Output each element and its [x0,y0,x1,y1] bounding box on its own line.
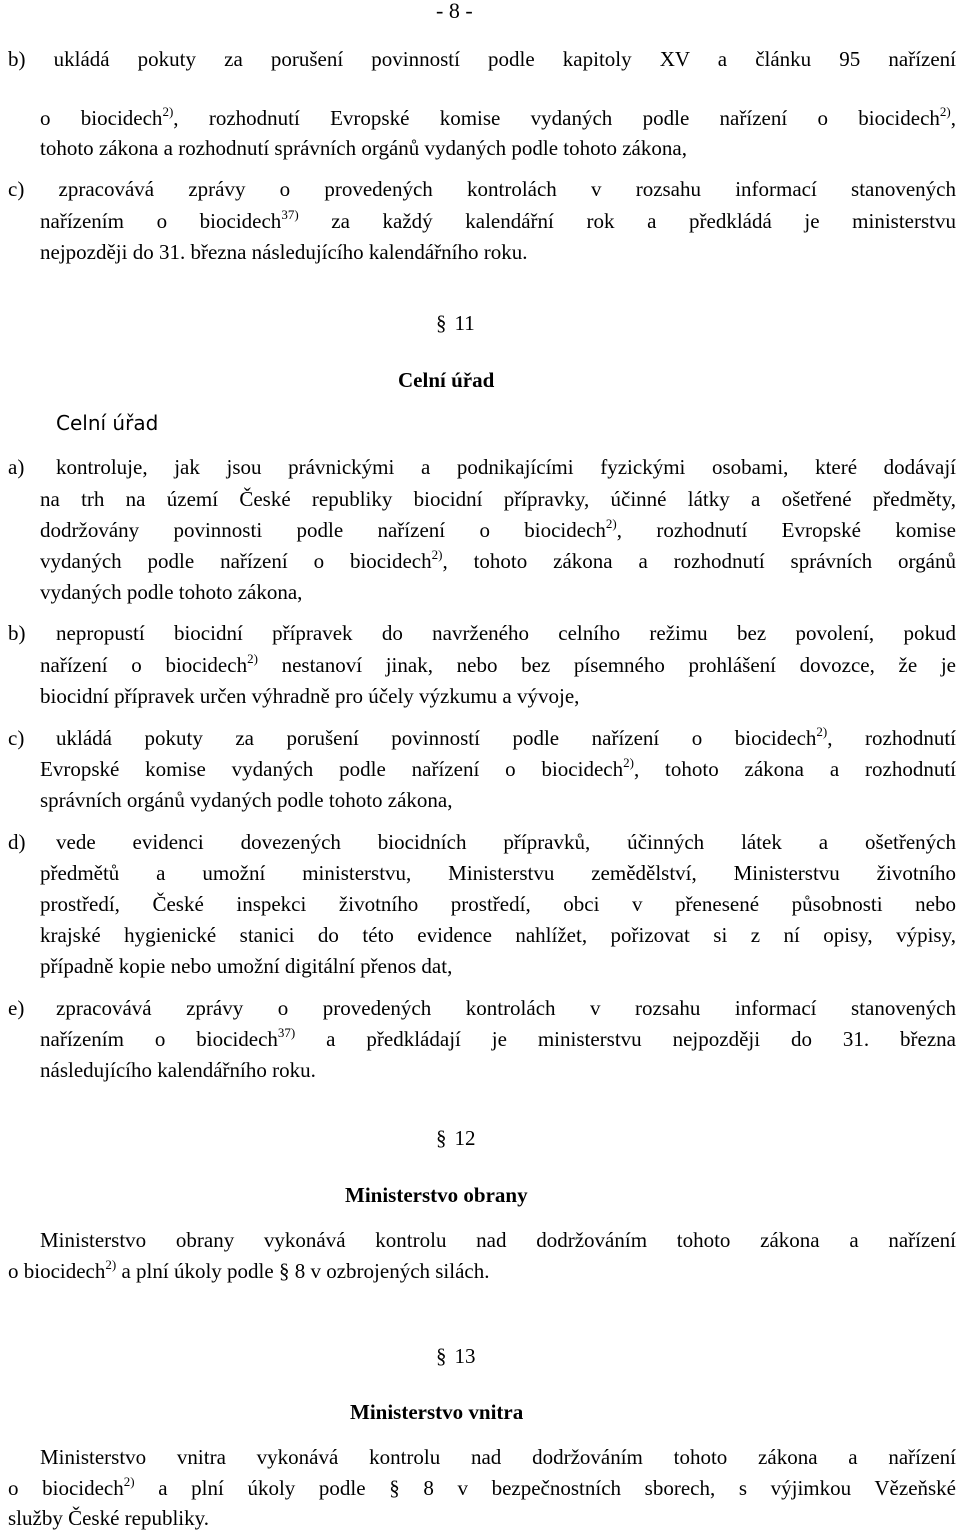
text: , [950,106,956,130]
s11-a-line5: vydaných podle tohoto zákona, [40,580,303,604]
text: vede evidenci dovezených biocidních přípravků, účinných látek a ošetřených [56,830,956,854]
s11-a-line2: na trh na území České republiky biocidní přípravky, účinné látky a ošetřené předměty, [40,487,956,511]
item-label: b) [8,47,26,71]
s11-e-line1 [8,993,956,1024]
footnote-ref: 2) [162,104,174,119]
item-label: c) [8,726,25,750]
footnote-ref: 2) [247,651,258,666]
item-b-line2 [40,103,956,134]
item-label: e) [8,996,25,1020]
text: dodržovány povinnosti podle nařízení o biocidech [40,518,606,542]
text: a plní úkoly podle [134,1476,390,1500]
s11-c-line2 [40,754,956,785]
text: ukládá pokuty za porušení povinností podle kapitoly XV a článku 95 nařízení [53,47,956,71]
s11-b-line1 [8,618,956,649]
item-c-line2 [40,206,956,237]
footnote-ref: 2) [123,1474,135,1489]
s11-c-line1 [8,723,956,754]
text: o biocidech [40,106,163,130]
s12-line1: Ministerstvo obrany vykonává kontrolu nad dodržováním tohoto zákona a nařízení [40,1228,956,1252]
text: , tohoto zákona a rozhodnutí [633,757,956,781]
item-c-line3: nejpozději do 31. března následujícího kalendářního roku. [40,240,528,264]
s11-d-line1 [8,827,956,858]
text: nařízení o biocidech [40,653,248,677]
s13-line1: Ministerstvo vnitra vykonává kontrolu nad dodržováním tohoto zákona a nařízení [40,1445,956,1469]
section-title-12: Ministerstvo obrany [345,1183,528,1207]
s11-d-line3: prostředí, České inspekci životního prostředí, obci v přenesené působnosti nebo [40,892,956,916]
section-mark: § [436,1344,447,1368]
text: a předkládají je ministerstvu nejpozději do 31. března [295,1027,957,1051]
footnote-ref: 2) [105,1257,117,1272]
section-mark: § [389,1476,400,1500]
text: , rozhodnutí Evropské komise vydaných podle nařízení o biocidech [173,106,940,130]
text: zpracovává zprávy o provedených kontrolách v rozsahu informací stanovených [58,177,956,201]
text: , tohoto zákona a rozhodnutí správních orgánů [442,549,956,573]
s11-a-line4 [40,546,956,577]
item-b-line3: tohoto zákona a rozhodnutí správních orgánů vydaných podle tohoto zákona, [40,136,687,160]
footnote-ref: 2) [623,755,634,770]
s13-line3: služby České republiky. [8,1506,210,1530]
s11-e-line2 [40,1024,956,1055]
s11-d-line4: krajské hygienické stanici do této evidence nahlížet, pořizovat si z ní opisy, výpisy, [40,923,956,947]
text: za každý kalendářní rok a předkládá je ministerstvu [298,209,957,233]
footnote-ref: 2) [939,104,951,119]
s11-a-line3 [40,515,956,546]
item-c-line1 [8,174,956,205]
footnote-ref: 2) [605,516,617,531]
s12-line2 [8,1256,956,1287]
section-number-12 [436,1126,476,1151]
item-label: d) [8,830,26,854]
page-number: - 8 - [436,0,473,23]
section-title-13: Ministerstvo vnitra [350,1400,524,1424]
text: zpracovává zprávy o provedených kontrolách v rozsahu informací stanovených [56,996,956,1020]
section-mark: § [278,1259,290,1283]
section-number-11 [436,311,475,336]
footnote-ref: 37) [277,1025,296,1040]
section-mark: § [436,311,447,335]
section-num: 11 [454,311,475,335]
s11-d-line2: předmětů a umožní ministerstvu, Ministerstvu zemědělství, Ministerstvu životního [40,861,956,885]
section-title-11: Celní úřad [398,368,495,392]
text: o biocidech [8,1259,106,1283]
side-label: Celní úřad [56,411,159,435]
section-number-13 [436,1344,476,1369]
text: 8 v ozbrojených silách. [289,1259,490,1283]
footnote-ref: 2) [431,547,443,562]
item-label: c) [8,177,25,201]
item-label: b) [8,621,26,645]
item-label: a) [8,455,25,479]
text: , rozhodnutí Evropské komise [616,518,956,542]
text: , rozhodnutí [827,726,956,750]
text: nestanoví jinak, nebo bez písemného prohlášení dovozce, že je [257,653,956,677]
s11-b-line3: biocidní přípravek určen výhradně pro účely výzkumu a vývoje, [40,684,580,708]
text: nařízením o biocidech [40,209,282,233]
text: Evropské komise vydaných podle nařízení o biocidech [40,757,624,781]
text: o biocidech [8,1476,124,1500]
text: kontroluje, jak jsou právnickými a podnikajícími fyzickými osobami, které dodávají [56,455,956,479]
s11-e-line3: následujícího kalendářního roku. [40,1058,316,1082]
text: a plní úkoly podle [116,1259,279,1283]
s13-line2 [8,1473,956,1504]
s11-c-line3: správních orgánů vydaných podle tohoto zákona, [40,788,453,812]
s11-b-line2 [40,650,956,681]
footnote-ref: 37) [281,207,299,222]
section-num: 13 [454,1344,476,1368]
text: nařízením o biocidech [40,1027,278,1051]
footnote-ref: 2) [816,724,828,739]
text: nepropustí biocidní přípravek do navrženého celního režimu bez povolení, pokud [56,621,956,645]
s11-d-line5: případně kopie nebo umožní digitální přenos dat, [40,954,453,978]
text: vydaných podle nařízení o biocidech [40,549,432,573]
section-mark: § [436,1126,447,1150]
section-num: 12 [454,1126,476,1150]
item-b-line1 [8,44,956,75]
text: ukládá pokuty za porušení povinností podle nařízení o biocidech [56,726,817,750]
text: 8 v bezpečnostních sborech, s výjimkou Vězeňské [399,1476,957,1500]
s11-a-line1 [8,452,956,483]
